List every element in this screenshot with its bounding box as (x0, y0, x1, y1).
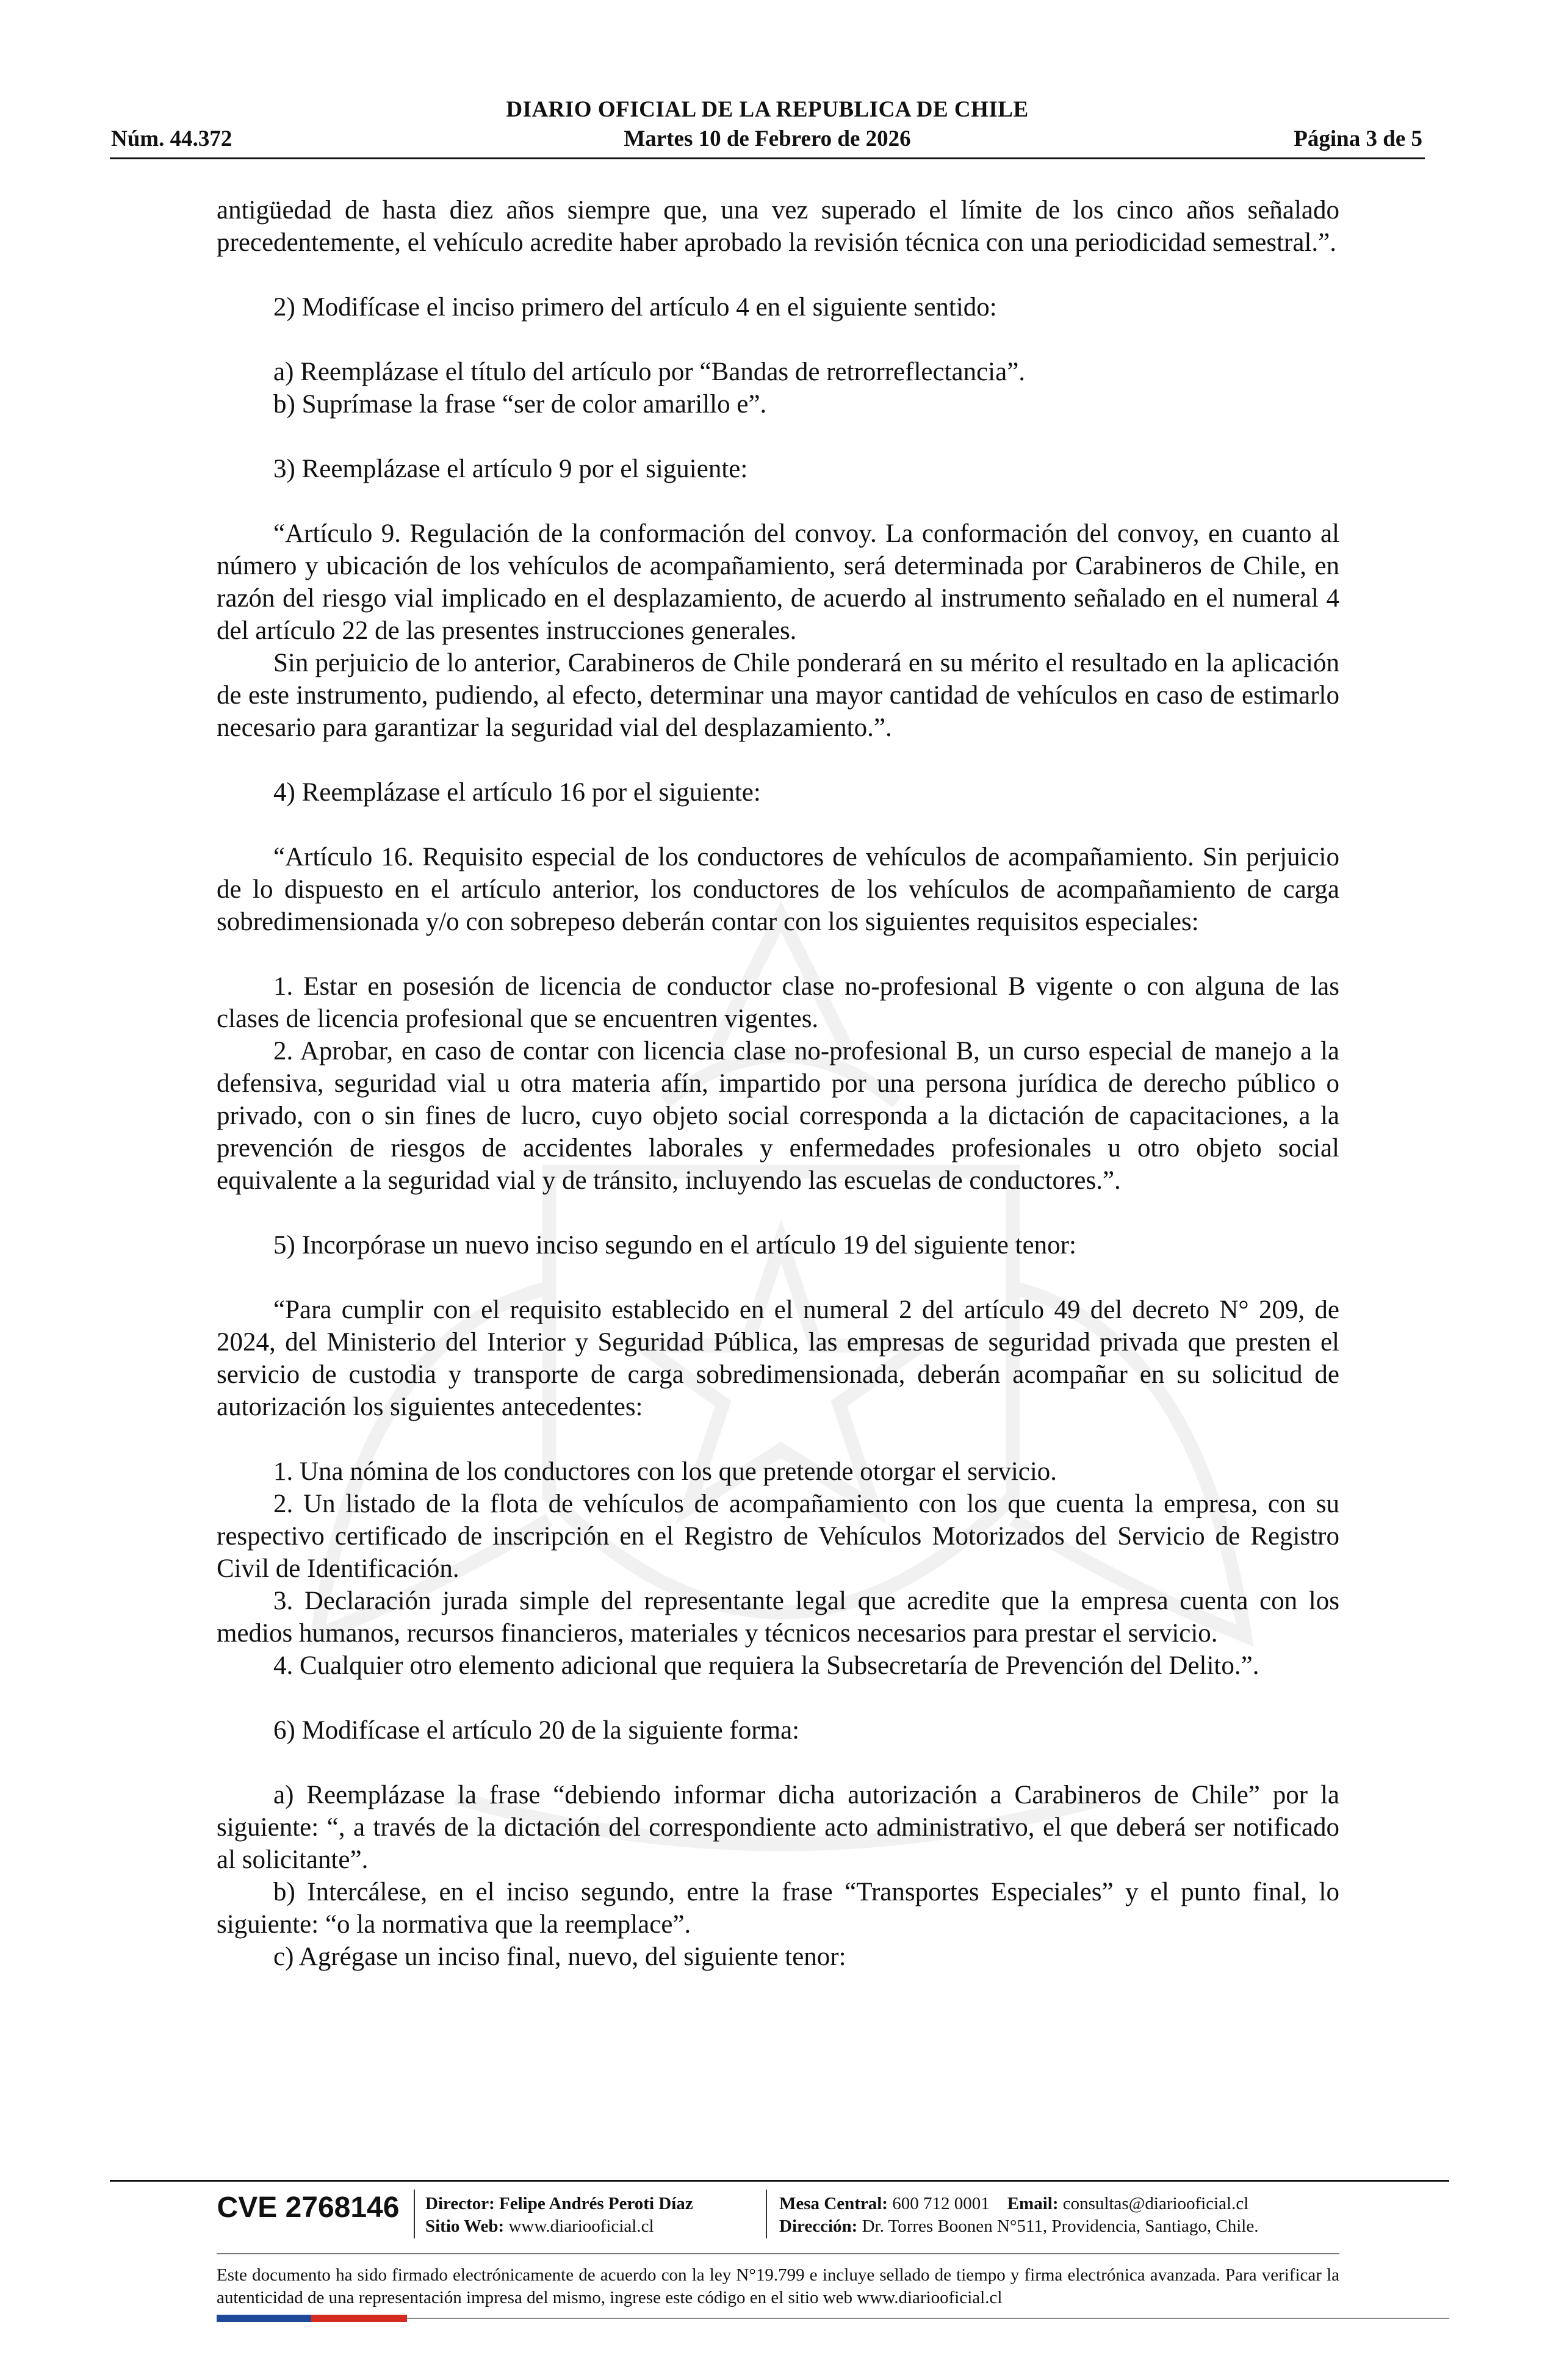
site-label: Sitio Web: (425, 2216, 505, 2236)
paragraph: 5) Incorpórase un nuevo inciso segundo en el artículo 19 del siguiente tenor: (273, 1231, 1076, 1260)
issue-number: Núm. 44.372 (111, 126, 232, 151)
paragraph: 2. Aprobar, en caso de contar con licencia clase no-profesional B, un curso especial de manejo a la defensiva, seguridad vial u otra materia afín, impartido por una persona jurídica de derecho público o privado, con o sin fines de lucro, cuyo objeto social corresponda a la dictación de capacitaciones, a la prevención de riesgos de accidentes laborales y enfermedades profesionales u otro objeto social equivalente a la seguridad vial y de tránsito, incluyendo las escuelas de conductores.”. (217, 1037, 1339, 1195)
email-link[interactable]: consultas@diariooficial.cl (1062, 2194, 1249, 2213)
paragraph: a) Reemplázase la frase “debiendo informar dicha autorización a Carabineros de Chile” por la siguiente: “, a través de la dictación del correspondiente acto administrativo, el que deberá ser notificado al solicitante”. (217, 1781, 1339, 1874)
paragraph: “Artículo 9. Regulación de la conformación del convoy. La conformación del convoy, en cuanto al número y ubicación de los vehículos de acompañamiento, será determinada por Carabineros de Chile, en razón del riesgo vial implicado en el desplazamiento, de acuerdo al instrumento señalado en el numeral 4 del artículo 22 de las presentes instrucciones generales. (217, 519, 1339, 645)
footer-separator (766, 2190, 767, 2238)
paragraph: 1. Estar en posesión de licencia de conductor clase no-profesional B vigente o con alguna de las clases de licencia profesional que se encuentren vigentes. (217, 972, 1339, 1033)
paragraph: 1. Una nómina de los conductores con los que pretende otorgar el servicio. (273, 1457, 1057, 1486)
footer-separator (414, 2190, 415, 2238)
flag-bar-blue (217, 2315, 311, 2322)
issue-date: Martes 10 de Febrero de 2026 (624, 126, 911, 151)
publication-title: DIARIO OFICIAL DE LA REPUBLICA DE CHILE (506, 97, 1029, 122)
paragraph: antigüedad de hasta diez años siempre que, una vez superado el límite de los cinco años señalado precedentemente, el vehículo acredite haber aprobado la revisión técnica con una periodicidad semestral.”. (217, 196, 1339, 257)
footer-inner-divider (217, 2253, 1339, 2254)
paragraph: 2) Modifícase el inciso primero del artículo 4 en el siguiente sentido: (273, 293, 997, 322)
address-value: Dr. Torres Boonen N°511, Providencia, Santiago, Chile. (862, 2216, 1259, 2236)
footer-divider (110, 2180, 1449, 2182)
paragraph: Sin perjuicio de lo anterior, Carabineros de Chile ponderará en su mérito el resultado en la aplicación de este instrumento, pudiendo, al efecto, determinar una mayor cantidad de vehículos en caso de estimarlo necesario para garantizar la seguridad vial del desplazamiento.”. (217, 649, 1339, 742)
header-divider (110, 157, 1425, 159)
paragraph: c) Agrégase un inciso final, nuevo, del siguiente tenor: (273, 1942, 846, 1971)
paragraph: 4) Reemplázase el artículo 16 por el siguiente: (273, 778, 761, 807)
paragraph: 3. Declaración jurada simple del representante legal que acredite que la empresa cuenta con los medios humanos, recursos financieros, materiales y técnicos necesarios para prestar el servicio. (217, 1587, 1339, 1648)
paragraph: 2. Un listado de la flota de vehículos de acompañamiento con los que cuenta la empresa, con su respectivo certificado de inscripción en el Registro de Vehículos Motorizados del Servicio de Registro Civil de Identificación. (217, 1490, 1339, 1583)
flag-bar-line (407, 2318, 1449, 2319)
director-label: Director: (425, 2194, 495, 2213)
footer-director-info (425, 2193, 693, 2238)
paragraph: 3) Reemplázase el artículo 9 por el siguiente: (273, 455, 748, 483)
director-name: Felipe Andrés Peroti Díaz (499, 2194, 693, 2213)
paragraph: 6) Modifícase el artículo 20 de la siguiente forma: (273, 1716, 800, 1745)
document-body (217, 194, 1339, 1973)
phone-value: 600 712 0001 (892, 2194, 990, 2213)
electronic-signature-notice: Este documento ha sido firmado electrónicamente de acuerdo con la ley N°19.799 e incluye sellado de tiempo y firma electrónica avanzada. Para verificar la autenticidad de una representación impresa del mismo, ingrese este código en el sitio web www.diariooficial.cl (217, 2265, 1339, 2307)
paragraph: a) Reemplázase el título del artículo por “Bandas de retrorreflectancia”. (273, 358, 1026, 386)
paragraph: b) Intercálese, en el inciso segundo, entre la frase “Transportes Especiales” y el punto final, lo siguiente: “o la normativa que la reemplace”. (217, 1878, 1339, 1939)
page-header (110, 92, 1425, 159)
paragraph: b) Suprímase la frase “ser de color amarillo e”. (273, 390, 767, 419)
phone-label: Mesa Central: (779, 2194, 888, 2213)
paragraph: “Para cumplir con el requisito establecido en el numeral 2 del artículo 49 del decreto N° 209, de 2024, del Ministerio del Interior y Seguridad Pública, las empresas de seguridad privada que presten el servicio de custodia y transporte de carga sobredimensionada, deberán acompañar en su solicitud de autorización los siguientes antecedentes: (217, 1296, 1339, 1421)
footer-contact-info (779, 2193, 1258, 2238)
page-number: Página 3 de 5 (1294, 126, 1422, 151)
address-label: Dirección: (779, 2216, 858, 2236)
site-link[interactable]: www.diariooficial.cl (508, 2216, 654, 2236)
paragraph: “Artículo 16. Requisito especial de los conductores de vehículos de acompañamiento. Sin perjuicio de lo dispuesto en el artículo anterior, los conductores de los vehículos de acompañamiento de carga sobredimensionada y/o con sobrepeso deberán contar con los siguientes requisitos especiales: (217, 843, 1339, 936)
paragraph: 4. Cualquier otro elemento adicional que requiera la Subsecretaría de Prevención del Delito.”. (273, 1651, 1259, 1680)
flag-bar-red (311, 2315, 407, 2322)
cve-code: CVE 2768146 (217, 2191, 400, 2224)
email-label: Email: (1007, 2194, 1059, 2213)
